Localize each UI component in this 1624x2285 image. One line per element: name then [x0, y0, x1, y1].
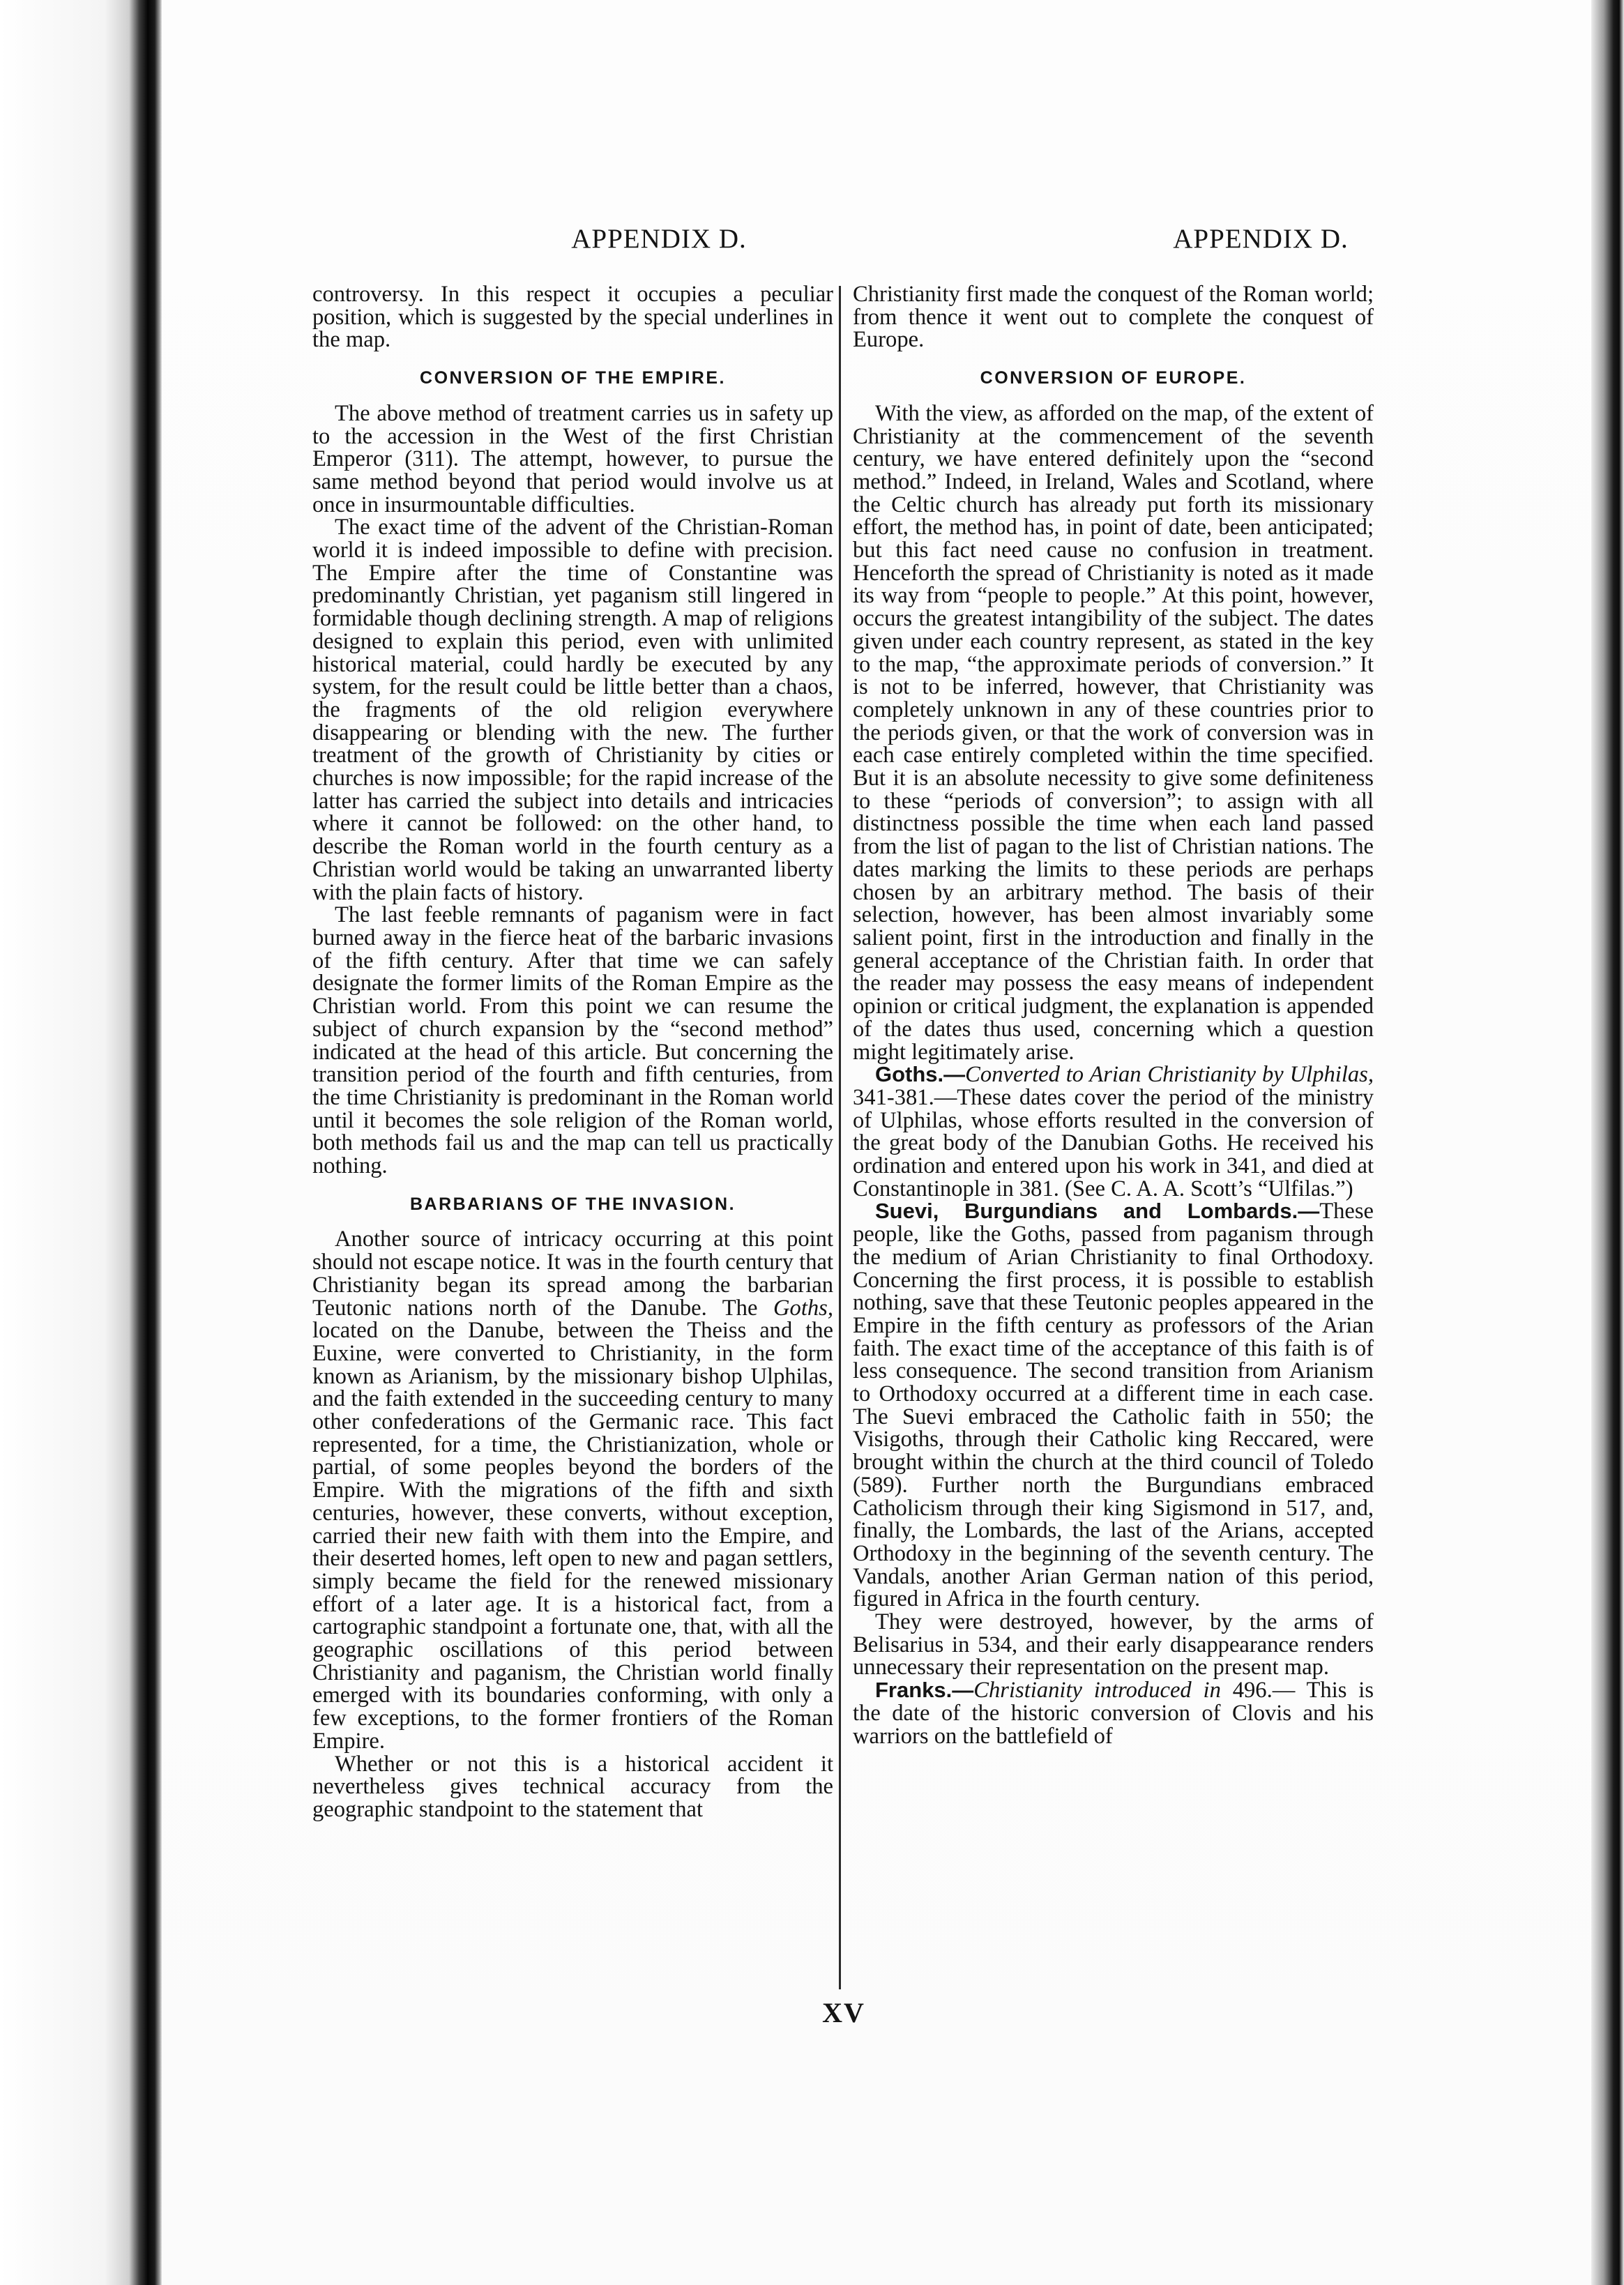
paragraph-empire-advent: The exact time of the advent of the Christian-Roman world it is indeed impossible to define with precision. The Empire after the time of Constantine was predominantly Christian, yet paganism still lingered in formidable though declining strength. A map of religions designed to explain this period, even with unlimited historical material, could hardly be executed by any system, for the result could be little better than a chaos, the fragments of the old religion everywhere disappearing or blending with the new. The further treatment of the growth of Christianity by cities or churches is now impossible; for the rapid increase of the latter has carried the subject into details and intricacies where it cannot be followed: on the other hand, to describe the Roman world in the fourth century as a Christian world would be taking an unwarranted liberty with the plain facts of history. — [312, 515, 833, 905]
text-run: Another source of intricacy occurring at this point should not escape notice. It was in the fourth century that Christianity began its spread among the barbarian Teutonic nations north of the Danube. The — [312, 1227, 833, 1321]
column-divider-rule — [839, 286, 841, 1989]
entry-franks-text: 496.— This is the date of the historic conversion of Clovis and his warriors on the battlefield of — [853, 1678, 1374, 1749]
paragraph-controversy: controversy. In this respect it occupies a peculiar position, which is suggested by the special underlines in the map. — [312, 282, 833, 353]
entry-franks-label: Franks.— — [875, 1678, 974, 1703]
right-column — [853, 283, 1374, 1747]
entry-suevi-burgundians-lombards — [853, 1200, 1374, 1611]
entry-suevi-label: Suevi, Burgundians and Lombards.— — [875, 1199, 1320, 1224]
text-run: located on the Danube, between the Theiss and the Euxine, were converted to Christianity, in the form known as Arianism, by the missionary bishop Ulphilas, and the faith extended in the succeeding century to many other confederations of the Germanic race. This fact represented, for a time, the Christianization, whole or partial, of some peoples beyond the borders of the Empire. With the migrations of the fifth and sixth centuries, however, these converts, without exception, carried their new faith with them into the Empire, and their deserted homes, left open to new and pagan settlers, simply became the field for the renewed missionary effort of a later age. It is a historical fact, from a cartographic standpoint a fortunate one, that, with all the geographic oscillations of this period between Christianity and paganism, the Christian world finally emerged with its boundaries conforming, with only a few exceptions, to the former frontiers of the Roman Empire. — [312, 1318, 833, 1754]
page-right-edge — [1591, 0, 1624, 2285]
paragraph-empire-remnants: The last feeble remnants of paganism were in fact burned away in the fierce heat of the barbaric invasions of the fifth century. After that time we can safely designate the former limits of the Roman Empire as the Christian world. From this point we can resume the subject of church expansion by the “second method” indicated at the head of this article. But concerning the transition period of the fourth and fifth centuries, from the time Christianity is predominant in the Roman world until it becomes the sole religion of the Roman world, both methods fail us and the map can tell us practically nothing. — [312, 902, 833, 1179]
italic-goths: Goths, — [773, 1295, 833, 1321]
entry-franks-italic: Christianity introduced in — [973, 1678, 1221, 1703]
section-heading-conversion-of-europe: CONVERSION OF EUROPE. — [980, 368, 1247, 388]
running-head-left: APPENDIX D. — [571, 224, 747, 254]
book-binding-gutter — [0, 0, 162, 2285]
paragraph-christianity-conquest: Christianity first made the conquest of the Roman world; from thence it went out to complete the conquest of Europe. — [853, 282, 1374, 353]
paragraph-historical-accident: Whether or not this is a historical accident it nevertheless gives technical accuracy from the geographic standpoint to the statement that — [312, 1751, 833, 1822]
running-head-right: APPENDIX D. — [1173, 224, 1349, 254]
page-folio-number: XV — [822, 1997, 865, 2028]
entry-goths-text: 341-381.—These dates cover the period of the ministry of Ulphilas, whose efforts resulted in the conversion of the great body of the Danubian Goths. He received his ordination and entered upon his work in 341, and died at Constantinople in 381. (See C. A. A. Scott’s “Ulfilas.”) — [853, 1084, 1374, 1201]
section-heading-barbarians: BARBARIANS OF THE INVASION. — [409, 1194, 736, 1214]
paragraph-barbarians-intricacy — [312, 1228, 833, 1752]
paragraph-vandals-destroyed: They were destroyed, however, by the arms of Belisarius in 534, and their early disappearance renders unnecessary their representation on the present map. — [853, 1609, 1374, 1680]
left-column — [312, 283, 833, 1821]
section-heading-conversion-of-empire: CONVERSION OF THE EMPIRE. — [420, 368, 726, 388]
entry-goths-label: Goths.— — [875, 1062, 966, 1087]
entry-suevi-text: These people, like the Goths, passed from paganism through the medium of Arian Christianity to final Orthodoxy. Concerning the first process, it is possible to establish nothing, save that these Teutonic peoples appeared in the Empire in the fifth century as professors of the Arian faith. The exact time of the acceptance of this faith is of less consequence. The second transition from Arianism to Orthodoxy occurred at a different time in each case. The Suevi embraced the Catholic faith in 550; the Visigoths, through their Catholic king Reccared, were brought within the church at the third council of Toledo (589). Further north the Burgundians embraced Catholicism through their king Sigismond in 517, and, finally, the Lombards, the last of the Arians, accepted Orthodoxy in the beginning of the seventh century. The Vandals, another Arian German nation of this period, figured in Africa in the fourth century. — [853, 1199, 1374, 1612]
entry-goths-italic: Converted to Arian Christianity by Ulphilas, — [965, 1062, 1374, 1088]
paragraph-empire-method: The above method of treatment carries us in safety up to the accession in the West of the first Christian Emperor (311). The attempt, however, to pursue the same method beyond that period would involve us at once in insurmountable difficulties. — [312, 400, 833, 517]
paragraph-europe-view: With the view, as afforded on the map, of the extent of Christianity at the commencement of the seventh century, we have entered definitely upon the “second method.” Indeed, in Ireland, Wales and Scotland, where the Celtic church has already put forth its missionary effort, the method has, in point of date, been anticipated; but this fact need cause no confusion in treatment. Henceforth the spread of Christianity is noted as it made its way from “people to people.” At this point, however, occurs the greatest intangibility of the subject. The dates given under each country represent, as stated in the key to the map, “the approximate periods of conversion.” It is not to be inferred, however, that Christianity was completely unknown in any of these countries prior to the periods given, or that the work of conversion was in each case entirely completed within the time specified. But it is an absolute necessity to give some definiteness to these “periods of conversion”; to assign with all distinctness possible the time when each land passed from the list of pagan to the list of Christian nations. The dates marking the limits to these periods are perhaps chosen by an arbitrary method. The basis of their selection, however, has been almost invariably some salient point, first in the introduction and finally in the general acceptance of the Christian faith. In order that the reader may possess the easy means of independent opinion or critical judgment, the explanation is appended of the dates thus used, concerning which a question might legitimately arise. — [853, 400, 1374, 1065]
entry-goths — [853, 1063, 1374, 1200]
entry-franks — [853, 1679, 1374, 1747]
